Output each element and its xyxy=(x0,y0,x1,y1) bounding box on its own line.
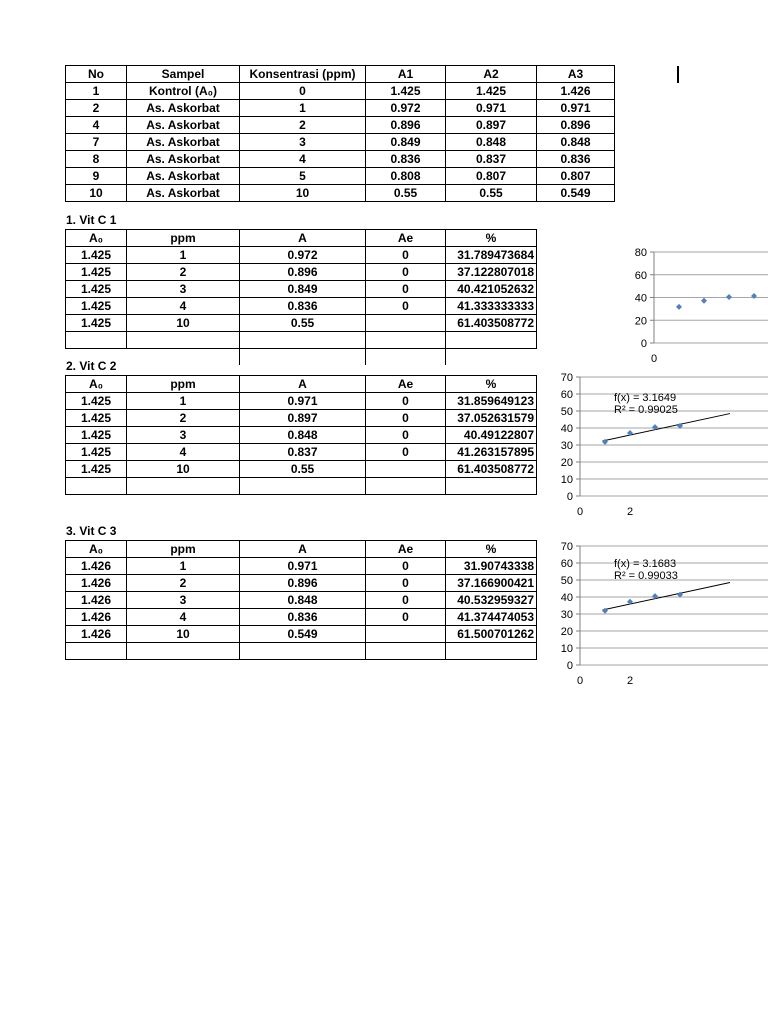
table-cell: 0.971 xyxy=(240,558,366,575)
section-table-body xyxy=(66,558,537,660)
section-header-row xyxy=(66,541,537,558)
y-tick-label: 60 xyxy=(560,558,573,570)
trendline-equation-label: R² = 0.99033 xyxy=(614,570,678,582)
main-table-body xyxy=(66,83,615,202)
table-cell: 4 xyxy=(66,117,127,134)
table-cell: 0.55 xyxy=(240,315,366,332)
table-cell: 0.55 xyxy=(446,185,537,202)
table-cell: 0.896 xyxy=(537,117,615,134)
table-row xyxy=(66,117,615,134)
empty-row xyxy=(66,478,537,495)
empty-cell xyxy=(66,332,127,349)
table-cell: 37.052631579 xyxy=(446,410,537,427)
table-cell: 1 xyxy=(127,393,240,410)
main-header-row xyxy=(66,66,615,83)
table-cell xyxy=(366,626,446,643)
table-cell: 0.849 xyxy=(366,134,446,151)
table-cell xyxy=(366,461,446,478)
column-header: A2 xyxy=(446,66,537,83)
table-row xyxy=(66,247,537,264)
table-cell: 0.896 xyxy=(240,575,366,592)
table-cell: 0.837 xyxy=(240,444,366,461)
column-header: Sampel xyxy=(127,66,240,83)
table-cell: As. Askorbat xyxy=(127,100,240,117)
table-cell: Kontrol (A₀) xyxy=(127,83,240,100)
table-cell: 0.848 xyxy=(446,134,537,151)
table-cell: 1.425 xyxy=(66,410,127,427)
table-row xyxy=(66,185,615,202)
x-tick-label: 2 xyxy=(626,675,634,687)
empty-cell xyxy=(366,643,446,660)
empty-cell xyxy=(446,478,537,495)
x-tick-label: 2 xyxy=(626,506,634,518)
table-cell: 0 xyxy=(366,609,446,626)
table-cell: 10 xyxy=(127,461,240,478)
table-cell: 1.425 xyxy=(366,83,446,100)
table-cell: 40.49122807 xyxy=(446,427,537,444)
table-cell: 10 xyxy=(127,626,240,643)
empty-cell xyxy=(127,643,240,660)
table-cell: 0.836 xyxy=(366,151,446,168)
section-title: 2. Vit C 2 xyxy=(66,359,117,373)
empty-cell xyxy=(127,349,240,366)
table-cell: 1.426 xyxy=(66,558,127,575)
trendline-equation-label: f(x) = 3.1649 xyxy=(614,392,677,404)
table-cell: 8 xyxy=(66,151,127,168)
section-table-body xyxy=(66,393,537,495)
table-cell: 0.836 xyxy=(240,609,366,626)
column-header: ppm xyxy=(127,230,240,247)
empty-cell xyxy=(66,478,127,495)
table-cell: 4 xyxy=(127,298,240,315)
trendline xyxy=(603,414,731,441)
table-cell: As. Askorbat xyxy=(127,151,240,168)
table-row xyxy=(66,558,537,575)
table-row xyxy=(66,83,615,100)
column-header: % xyxy=(446,230,537,247)
table-row xyxy=(66,281,537,298)
table-cell: 0.836 xyxy=(537,151,615,168)
table-cell: 1.425 xyxy=(66,264,127,281)
table-row xyxy=(66,444,537,461)
table-cell: 3 xyxy=(127,427,240,444)
vitc1-scatter-chart xyxy=(634,245,768,370)
empty-cell xyxy=(366,349,446,366)
section-header-row xyxy=(66,376,537,393)
empty-cell xyxy=(446,332,537,349)
x-tick-label: 0 xyxy=(576,506,584,518)
table-cell: 40.421052632 xyxy=(446,281,537,298)
table-cell: 1.425 xyxy=(66,461,127,478)
table-cell: 0 xyxy=(366,427,446,444)
empty-cell xyxy=(240,332,366,349)
empty-cell xyxy=(240,349,366,366)
empty-row xyxy=(66,349,537,366)
table-cell: 37.166900421 xyxy=(446,575,537,592)
trendline xyxy=(603,583,731,610)
table-cell: 0.971 xyxy=(537,100,615,117)
empty-cell xyxy=(366,332,446,349)
table-cell: 0.837 xyxy=(446,151,537,168)
table-cell: 0 xyxy=(366,281,446,298)
y-tick-label: 20 xyxy=(560,457,573,469)
trendline-equation-label: f(x) = 3.1683 xyxy=(614,558,677,570)
section-header-row xyxy=(66,230,537,247)
x-tick-label: 0 xyxy=(576,675,584,687)
table-cell: 0.897 xyxy=(446,117,537,134)
table-cell: 0.549 xyxy=(240,626,366,643)
table-cell: 0.972 xyxy=(366,100,446,117)
text-cursor xyxy=(677,66,679,83)
table-cell: 2 xyxy=(127,410,240,427)
vitc3-scatter-chart xyxy=(560,533,768,690)
table-cell: 1.426 xyxy=(66,592,127,609)
data-point xyxy=(676,304,682,310)
table-cell: 1.426 xyxy=(66,575,127,592)
table-cell: 1.425 xyxy=(66,247,127,264)
empty-cell xyxy=(446,349,537,366)
column-header: A xyxy=(240,230,366,247)
table-cell: As. Askorbat xyxy=(127,185,240,202)
y-tick-label: 0 xyxy=(566,660,573,672)
table-cell: 2 xyxy=(127,575,240,592)
table-cell: 0.808 xyxy=(366,168,446,185)
table-cell: 61.403508772 xyxy=(446,315,537,332)
table-cell: 1 xyxy=(66,83,127,100)
column-header: A xyxy=(240,541,366,558)
column-header: A3 xyxy=(537,66,615,83)
table-cell: 41.263157895 xyxy=(446,444,537,461)
empty-cell xyxy=(127,332,240,349)
y-tick-label: 20 xyxy=(560,626,573,638)
table-cell: As. Askorbat xyxy=(127,168,240,185)
table-cell: 61.500701262 xyxy=(446,626,537,643)
table-cell: 0 xyxy=(366,264,446,281)
table-cell: 1.426 xyxy=(66,609,127,626)
section-table-body xyxy=(66,247,537,366)
table-cell: 37.122807018 xyxy=(446,264,537,281)
table-cell: 2 xyxy=(240,117,366,134)
data-point xyxy=(751,293,757,299)
y-tick-label: 10 xyxy=(560,474,573,486)
table-cell: 4 xyxy=(127,609,240,626)
table-cell: 1.426 xyxy=(66,626,127,643)
y-tick-label: 80 xyxy=(634,247,647,259)
y-tick-label: 0 xyxy=(640,338,647,350)
table-cell: 0.971 xyxy=(240,393,366,410)
table-cell: 0 xyxy=(366,558,446,575)
table-cell: 10 xyxy=(240,185,366,202)
empty-cell xyxy=(366,478,446,495)
table-cell: 1.425 xyxy=(66,444,127,461)
table-row xyxy=(66,427,537,444)
table-cell: 31.859649123 xyxy=(446,393,537,410)
table-cell xyxy=(366,315,446,332)
y-tick-label: 30 xyxy=(560,440,573,452)
data-point xyxy=(726,294,732,300)
empty-row xyxy=(66,332,537,349)
table-cell: 0.972 xyxy=(240,247,366,264)
table-cell: 1.425 xyxy=(66,281,127,298)
table-cell: 0.836 xyxy=(240,298,366,315)
section-title: 3. Vit C 3 xyxy=(66,524,117,538)
table-cell: 0 xyxy=(366,575,446,592)
y-tick-label: 70 xyxy=(560,541,573,553)
table-cell: 0 xyxy=(240,83,366,100)
table-cell: As. Askorbat xyxy=(127,117,240,134)
table-row xyxy=(66,461,537,478)
table-cell: 3 xyxy=(127,281,240,298)
table-row xyxy=(66,264,537,281)
column-header: A₀ xyxy=(66,230,127,247)
table-cell: 61.403508772 xyxy=(446,461,537,478)
table-cell: 1 xyxy=(127,558,240,575)
table-cell: 2 xyxy=(127,264,240,281)
column-header: A₀ xyxy=(66,376,127,393)
table-row xyxy=(66,315,537,332)
table-cell: 1.425 xyxy=(66,427,127,444)
column-header: % xyxy=(446,376,537,393)
vitc3-table xyxy=(65,540,537,660)
table-cell: 4 xyxy=(240,151,366,168)
table-cell: 0.971 xyxy=(446,100,537,117)
x-tick-label: 0 xyxy=(650,353,658,365)
column-header: A₀ xyxy=(66,541,127,558)
table-cell: 0.897 xyxy=(240,410,366,427)
y-tick-label: 50 xyxy=(560,406,573,418)
table-cell: 0 xyxy=(366,410,446,427)
table-cell: 0.896 xyxy=(240,264,366,281)
table-cell: 40.532959327 xyxy=(446,592,537,609)
trendline-equation-label: R² = 0.99025 xyxy=(614,404,678,416)
vitc2-scatter-chart xyxy=(560,367,768,519)
table-cell: 1.425 xyxy=(446,83,537,100)
table-cell: 0.549 xyxy=(537,185,615,202)
column-header: ppm xyxy=(127,541,240,558)
y-tick-label: 40 xyxy=(634,292,647,305)
table-cell: 7 xyxy=(66,134,127,151)
table-cell: 4 xyxy=(127,444,240,461)
column-header: Konsentrasi (ppm) xyxy=(240,66,366,83)
table-cell: 0.807 xyxy=(446,168,537,185)
table-cell: 3 xyxy=(240,134,366,151)
table-cell: 41.374474053 xyxy=(446,609,537,626)
table-cell: 9 xyxy=(66,168,127,185)
column-header: Ae xyxy=(366,541,446,558)
empty-cell xyxy=(66,643,127,660)
table-cell: 0 xyxy=(366,444,446,461)
vitc2-table xyxy=(65,375,537,495)
table-cell: 5 xyxy=(240,168,366,185)
table-row xyxy=(66,410,537,427)
empty-cell xyxy=(127,478,240,495)
table-cell: 0.848 xyxy=(240,427,366,444)
table-cell: 0.807 xyxy=(537,168,615,185)
table-cell: 1.426 xyxy=(537,83,615,100)
column-header: Ae xyxy=(366,230,446,247)
table-cell: 1.425 xyxy=(66,393,127,410)
column-header: Ae xyxy=(366,376,446,393)
table-cell: 1 xyxy=(240,100,366,117)
table-row xyxy=(66,298,537,315)
table-cell: As. Askorbat xyxy=(127,134,240,151)
y-tick-label: 10 xyxy=(560,643,573,655)
y-tick-label: 30 xyxy=(560,609,573,621)
vitc1-table xyxy=(65,229,537,365)
table-cell: 0.55 xyxy=(366,185,446,202)
table-row xyxy=(66,151,615,168)
table-row xyxy=(66,626,537,643)
table-cell: 31.789473684 xyxy=(446,247,537,264)
table-cell: 0 xyxy=(366,592,446,609)
empty-cell xyxy=(446,643,537,660)
table-row xyxy=(66,575,537,592)
empty-row xyxy=(66,643,537,660)
empty-cell xyxy=(240,478,366,495)
y-tick-label: 70 xyxy=(560,372,573,384)
y-tick-label: 40 xyxy=(560,592,573,604)
table-cell: 3 xyxy=(127,592,240,609)
table-cell: 0.848 xyxy=(537,134,615,151)
table-cell: 10 xyxy=(127,315,240,332)
y-tick-label: 60 xyxy=(560,389,573,401)
column-header: % xyxy=(446,541,537,558)
table-cell: 31.90743338 xyxy=(446,558,537,575)
y-tick-label: 60 xyxy=(634,269,647,282)
table-row xyxy=(66,393,537,410)
column-header: A1 xyxy=(366,66,446,83)
y-tick-label: 40 xyxy=(560,423,573,435)
column-header: A xyxy=(240,376,366,393)
table-row xyxy=(66,168,615,185)
table-row xyxy=(66,100,615,117)
y-tick-label: 0 xyxy=(566,491,573,503)
table-cell: 0.848 xyxy=(240,592,366,609)
table-row xyxy=(66,134,615,151)
column-header: No xyxy=(66,66,127,83)
data-point xyxy=(701,298,707,304)
table-cell: 0.849 xyxy=(240,281,366,298)
section-title: 1. Vit C 1 xyxy=(66,213,117,227)
table-cell: 0.896 xyxy=(366,117,446,134)
empty-cell xyxy=(240,643,366,660)
y-tick-label: 50 xyxy=(560,575,573,587)
table-cell: 0 xyxy=(366,247,446,264)
y-tick-label: 20 xyxy=(634,315,647,328)
table-cell: 2 xyxy=(66,100,127,117)
table-row xyxy=(66,592,537,609)
table-cell: 1 xyxy=(127,247,240,264)
table-cell: 0 xyxy=(366,298,446,315)
table-cell: 0.55 xyxy=(240,461,366,478)
table-row xyxy=(66,609,537,626)
table-cell: 10 xyxy=(66,185,127,202)
table-cell: 0 xyxy=(366,393,446,410)
main-data-table xyxy=(65,65,615,202)
column-header: ppm xyxy=(127,376,240,393)
table-cell: 1.425 xyxy=(66,315,127,332)
table-cell: 1.425 xyxy=(66,298,127,315)
table-cell: 41.333333333 xyxy=(446,298,537,315)
